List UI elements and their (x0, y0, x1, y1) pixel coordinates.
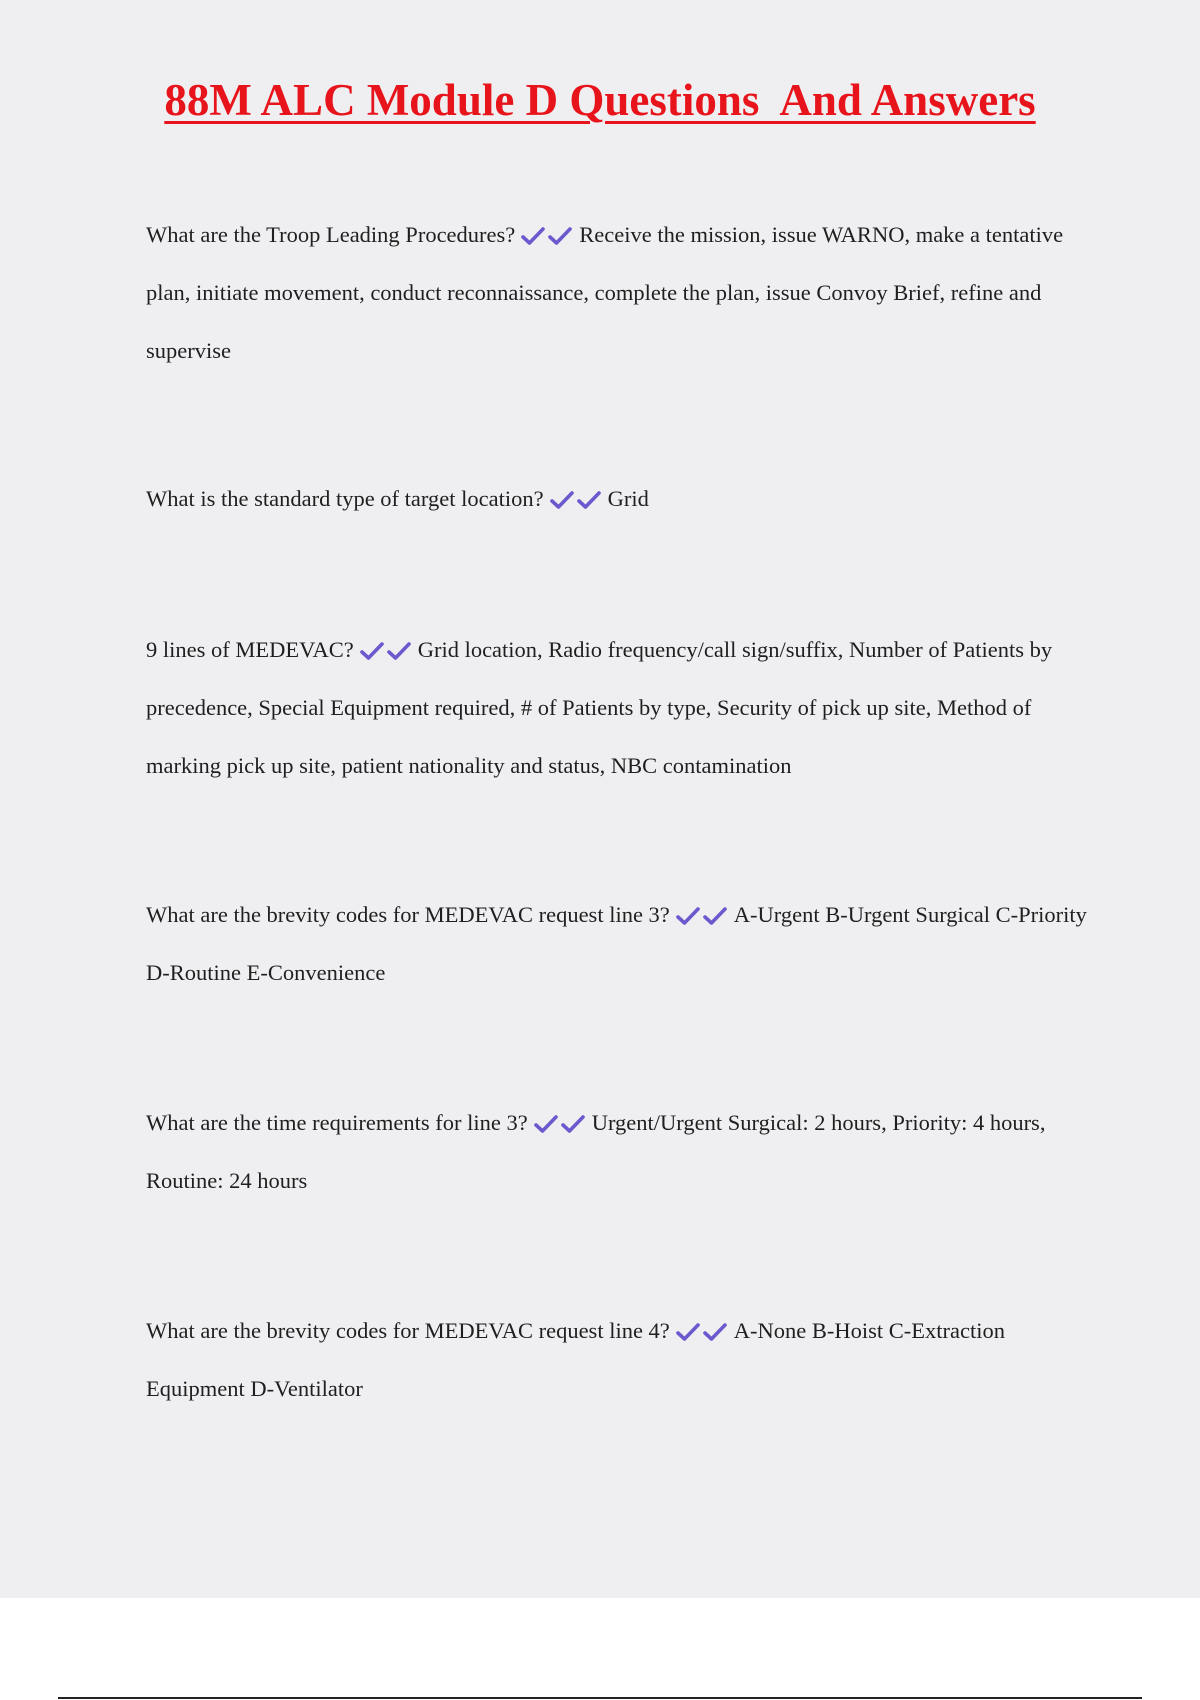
answer-text: Grid location, Radio frequency/call sign/suffix, Number of Patients by precedence, Special Equipment required, # of Patients by type, Security of pick up site, Method of marking pick up site, patient nationality and status, NBC contamination (146, 637, 1053, 778)
question-text: What are the time requirements for line 3? (146, 1110, 528, 1135)
answer-text: Grid (607, 486, 649, 511)
double-check-icon (676, 1302, 730, 1360)
check-icon (676, 906, 700, 926)
double-check-icon (550, 470, 604, 528)
check-icon (550, 490, 574, 510)
check-icon (676, 1322, 700, 1342)
double-check-icon (534, 1094, 588, 1152)
check-icon (521, 226, 545, 246)
check-icon (360, 641, 384, 661)
check-icon (534, 1114, 558, 1134)
question-text: What are the brevity codes for MEDEVAC request line 4? (146, 1318, 670, 1343)
double-check-icon (360, 621, 414, 679)
double-check-icon (676, 886, 730, 944)
question-text: What are the Troop Leading Procedures? (146, 222, 516, 247)
qa-item (146, 621, 1096, 795)
question-text: 9 lines of MEDEVAC? (146, 637, 354, 662)
question-text: What are the brevity codes for MEDEVAC request line 3? (146, 902, 670, 927)
page-bottom-divider (58, 1697, 1142, 1699)
check-icon (548, 226, 572, 246)
document-title: 88M ALC Module D Questions And Answers (164, 75, 1036, 125)
check-icon (387, 641, 411, 661)
answer-text: Receive the mission, issue WARNO, make a tentative plan, initiate movement, conduct reconnaissance, complete the plan, issue Convoy Brief, refine and supervise (146, 222, 1064, 363)
qa-item (146, 206, 1096, 380)
qa-item (146, 1302, 1096, 1418)
answer-text: A-Urgent B-Urgent Surgical C-Priority D-Routine E-Convenience (146, 902, 1087, 985)
answer-text: Urgent/Urgent Surgical: 2 hours, Priority: 4 hours, Routine: 24 hours (146, 1110, 1046, 1193)
question-text: What is the standard type of target location? (146, 486, 544, 511)
qa-item (146, 1094, 1096, 1210)
check-icon (703, 906, 727, 926)
qa-item (146, 886, 1096, 1002)
qa-item (146, 470, 1096, 528)
double-check-icon (521, 206, 575, 264)
check-icon (561, 1114, 585, 1134)
check-icon (703, 1322, 727, 1342)
answer-text: A-None B-Hoist C-Extraction Equipment D-Ventilator (146, 1318, 1005, 1401)
check-icon (577, 490, 601, 510)
